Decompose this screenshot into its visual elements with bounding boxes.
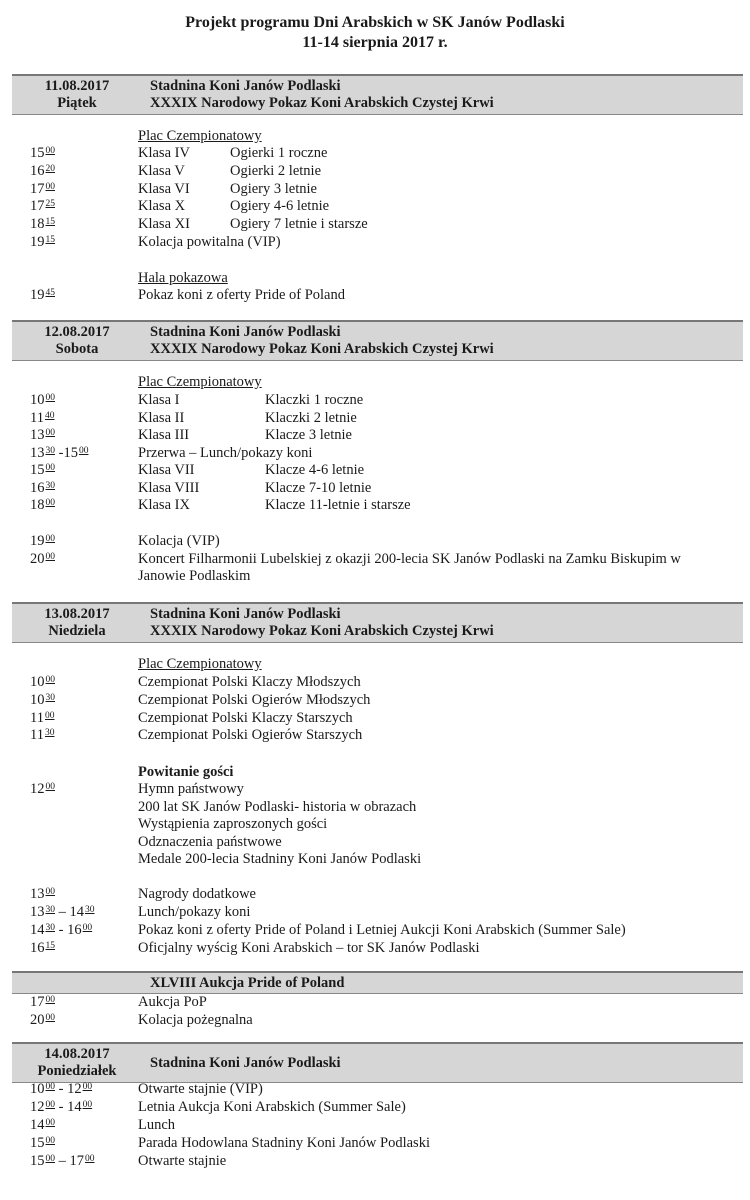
class-cell: Klasa XI (138, 216, 190, 232)
event-cell: Aukcja PoP (138, 994, 207, 1010)
time-cell: $19^{00}$ (30, 533, 55, 549)
category-cell: Ogiery 3 letnie (230, 181, 317, 197)
event-cell: Nagrody dodatkowe (138, 886, 256, 902)
class-cell: Klasa III (138, 427, 190, 443)
welcome-item: Medale 200-lecia Stadniny Koni Janów Podlaski (138, 851, 422, 867)
event-cell: Przerwa – Lunch/pokazy koni (138, 445, 313, 461)
venue-heading: Plac Czempionatowy (138, 128, 262, 144)
day-event-title: XXXIX Narodowy Pokaz Koni Arabskich Czystej Krwi (150, 341, 494, 357)
time-cell: $10^{30}$ (30, 692, 55, 708)
day-venue-title: Stadnina Koni Janów Podlaski (150, 78, 341, 94)
time-cell: $18^{15}$ (30, 216, 55, 232)
event-cell-continued: Janowie Podlaskim (138, 568, 251, 584)
day-header-band (12, 320, 743, 361)
day-venue-title: Stadnina Koni Janów Podlaski (150, 324, 341, 340)
welcome-item: Hymn państwowy (138, 781, 244, 797)
time-cell: $17^{00}$ (30, 181, 55, 197)
welcome-item: Wystąpienia zaproszonych gości (138, 816, 328, 832)
day-venue-title: Stadnina Koni Janów Podlaski (150, 1055, 341, 1071)
class-cell: Klasa X (138, 198, 186, 214)
class-cell: Klasa IX (138, 497, 190, 513)
category-cell: Ogiery 4-6 letnie (230, 198, 330, 214)
time-cell: $16^{15}$ (30, 940, 55, 956)
event-cell: Oficjalny wyścig Koni Arabskich – tor SK Janów Podlaski (138, 940, 480, 956)
class-cell: Klasa II (138, 410, 185, 426)
event-cell: Czempionat Polski Ogierów Starszych (138, 727, 363, 743)
category-cell: Klacze 3 letnie (265, 427, 352, 443)
class-cell: Klasa IV (138, 145, 190, 161)
day-date: 14.08.2017 (44, 1046, 110, 1062)
day-header-band (12, 1042, 743, 1083)
event-cell: Letnia Aukcja Koni Arabskich (Summer Sale) (138, 1099, 406, 1115)
category-cell: Ogierki 2 letnie (230, 163, 322, 179)
time-cell: $20^{00}$ (30, 551, 55, 567)
time-cell: $18^{00}$ (30, 497, 55, 513)
event-cell: Kolacja (VIP) (138, 533, 220, 549)
day-date: 13.08.2017 (44, 606, 110, 622)
category-cell: Ogierki 1 roczne (230, 145, 328, 161)
category-cell: Klacze 7-10 letnie (265, 480, 372, 496)
time-cell: $15^{00}$ (30, 1135, 55, 1151)
day-weekday: Sobota (55, 341, 99, 357)
day-header-band (12, 74, 743, 115)
category-cell: Klacze 4-6 letnie (265, 462, 365, 478)
time-cell: $14^{00}$ (30, 1117, 55, 1133)
category-cell: Klaczki 2 letnie (265, 410, 357, 426)
event-cell: Pokaz koni z oferty Pride of Poland (138, 287, 345, 303)
welcome-item: 200 lat SK Janów Podlaski- historia w obrazach (138, 799, 417, 815)
event-cell: Czempionat Polski Ogierów Młodszych (138, 692, 371, 708)
class-cell: Klasa V (138, 163, 185, 179)
category-cell: Klacze 11-letnie i starsze (265, 497, 411, 513)
time-cell: $10^{00}$ (30, 392, 55, 408)
event-cell: Lunch (138, 1117, 176, 1133)
venue-heading: Plac Czempionatowy (138, 656, 262, 672)
event-cell: Otwarte stajnie (VIP) (138, 1081, 263, 1097)
time-cell: $15^{00}$ (30, 145, 55, 161)
class-cell: Klasa VI (138, 181, 190, 197)
day-event-title: XXXIX Narodowy Pokaz Koni Arabskich Czystej Krwi (150, 95, 494, 111)
event-cell: Czempionat Polski Klaczy Starszych (138, 710, 353, 726)
auction-header-band (12, 971, 743, 994)
time-cell: $13^{30}$ $-15^{00}$ (30, 445, 89, 461)
day-weekday: Piątek (57, 95, 97, 111)
auction-title: XLVIII Aukcja Pride of Poland (150, 975, 345, 991)
day-date: 12.08.2017 (44, 324, 110, 340)
event-cell: Czempionat Polski Klaczy Młodszych (138, 674, 361, 690)
time-cell: $11^{40}$ (30, 410, 55, 426)
day-date: 11.08.2017 (44, 78, 110, 94)
event-cell: Parada Hodowlana Stadniny Koni Janów Podlaski (138, 1135, 430, 1151)
time-cell: $20^{00}$ (30, 1012, 55, 1028)
time-cell: $11^{30}$ (30, 727, 55, 743)
class-cell: Klasa VIII (138, 480, 200, 496)
category-cell: Klaczki 1 roczne (265, 392, 364, 408)
time-cell: $16^{30}$ (30, 480, 55, 496)
document-title: Projekt programu Dni Arabskich w SK Janów Podlaski (185, 14, 565, 31)
time-cell: $13^{00}$ (30, 886, 55, 902)
event-cell: Lunch/pokazy koni (138, 904, 251, 920)
time-cell: $16^{20}$ (30, 163, 55, 179)
time-cell: $17^{00}$ (30, 994, 55, 1010)
time-cell: $13^{30} - 14^{30}$ (30, 904, 95, 920)
time-cell: $10^{00}$ (30, 674, 55, 690)
time-cell: $11^{00}$ (30, 710, 55, 726)
document-subtitle: 11-14 sierpnia 2017 r. (302, 34, 448, 51)
time-cell: $15^{00} - 17^{00}$ (30, 1153, 95, 1169)
time-cell: $15^{00}$ (30, 462, 55, 478)
time-cell: $10^{00} - 12^{00}$ (30, 1081, 93, 1097)
event-cell: Kolacja pożegnalna (138, 1012, 253, 1028)
time-cell: $19^{45}$ (30, 287, 55, 303)
time-cell: $12^{00} - 14^{00}$ (30, 1099, 93, 1115)
day-event-title: XXXIX Narodowy Pokaz Koni Arabskich Czystej Krwi (150, 623, 494, 639)
venue-heading: Hala pokazowa (138, 270, 228, 286)
class-cell: Klasa VII (138, 462, 195, 478)
event-cell: Pokaz koni z oferty Pride of Poland i Letniej Aukcji Koni Arabskich (Summer Sale) (138, 922, 626, 938)
event-cell: Otwarte stajnie (138, 1153, 227, 1169)
class-cell: Klasa I (138, 392, 180, 408)
time-cell: $13^{00}$ (30, 427, 55, 443)
welcome-heading: Powitanie gości (138, 764, 234, 780)
time-cell: $14^{30} - 16^{00}$ (30, 922, 93, 938)
day-header-band (12, 602, 743, 643)
time-cell: $17^{25}$ (30, 198, 55, 214)
venue-heading: Plac Czempionatowy (138, 374, 262, 390)
category-cell: Ogiery 7 letnie i starsze (230, 216, 368, 232)
time-cell: $19^{15}$ (30, 234, 55, 250)
day-venue-title: Stadnina Koni Janów Podlaski (150, 606, 341, 622)
time-cell: $12^{00}$ (30, 781, 55, 797)
event-cell: Koncert Filharmonii Lubelskiej z okazji 200-lecia SK Janów Podlaski na Zamku Biskupim w (138, 551, 681, 567)
event-cell: Kolacja powitalna (VIP) (138, 234, 281, 250)
day-weekday: Niedziela (48, 623, 106, 639)
day-weekday: Poniedziałek (37, 1063, 117, 1079)
welcome-item: Odznaczenia państwowe (138, 834, 282, 850)
